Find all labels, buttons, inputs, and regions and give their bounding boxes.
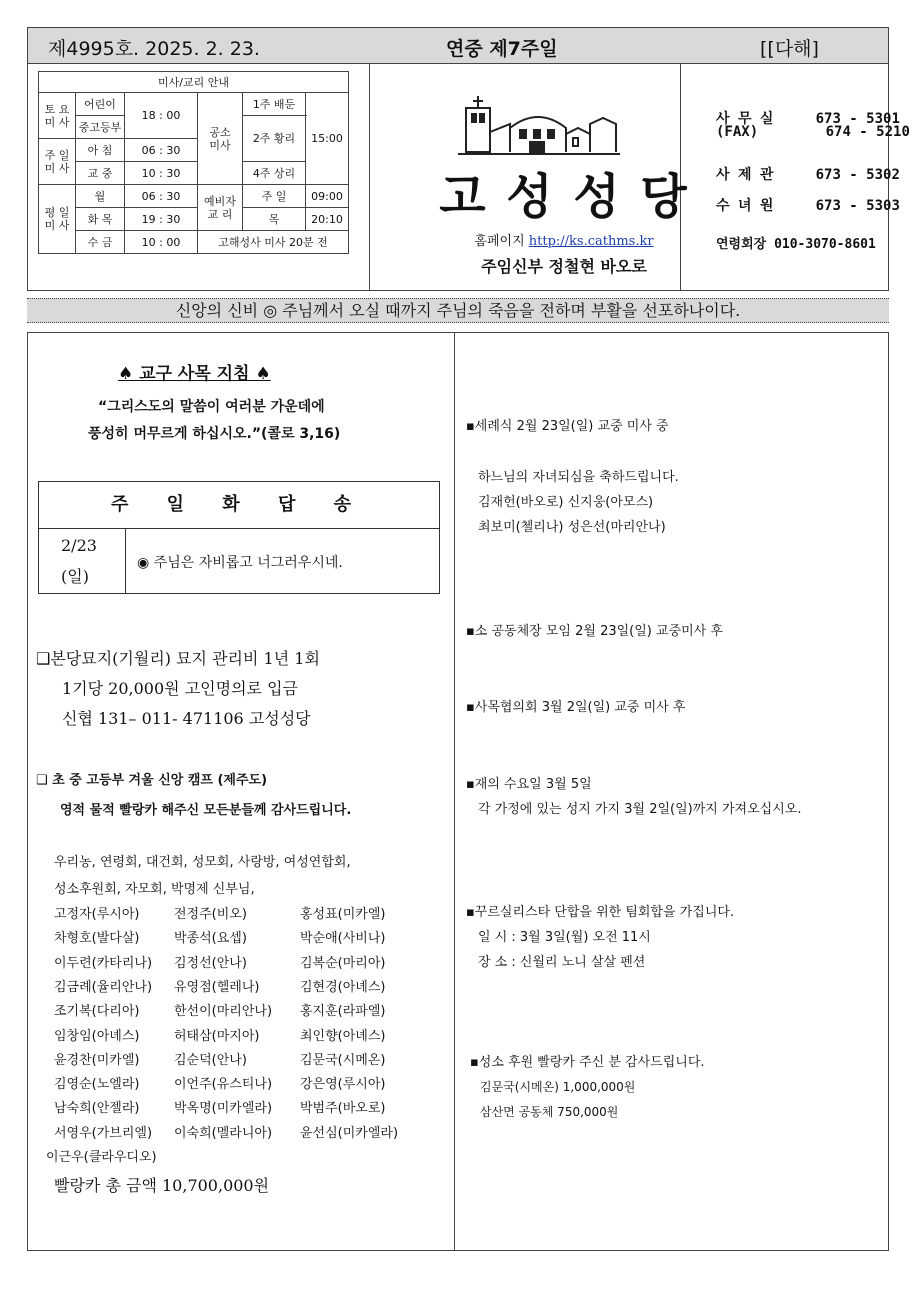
contact-convent: 수 녀 원 673 - 5303 [716, 198, 900, 214]
donor-name: 서영우(가브리엘) [54, 1125, 153, 1141]
donor-name: 박종석(요셉) [174, 931, 247, 947]
donor-name: 박순애(사비나) [300, 931, 386, 947]
wed-fri-time: 10 : 00 [125, 231, 198, 254]
info-box [27, 63, 910, 291]
baptism-congrats: 하느님의 자녀되심을 축하드립니다. [478, 470, 679, 485]
sat-youth: 중고등부 [76, 116, 125, 139]
donor-name: 조기복(다리아) [54, 1004, 140, 1020]
baptism-title: ▪세례식 2월 23일(일) 교중 미사 중 [466, 419, 669, 434]
donor-name: 홍성표(미카엘) [300, 907, 386, 922]
main-content [27, 332, 889, 1251]
homepage-line [423, 230, 705, 249]
council-meeting: ▪사목협의회 3월 2일(일) 교중 미사 후 [466, 700, 686, 715]
donor-name: 김문국(시메온) [300, 1052, 386, 1068]
donor-name: 이숙희(멜라니아) [174, 1125, 273, 1141]
cat-thu: 목 [243, 208, 306, 231]
psalm-response: ◉ 주님은 자비롭고 너그러우시네. [137, 555, 343, 571]
baptism-names-1: 김재헌(바오로) 신지웅(아모스) [478, 495, 654, 510]
contact-office: 사 무 실 673 - 5301 [716, 111, 900, 127]
donor-name: 남숙희(안젤라) [54, 1101, 140, 1117]
donor-name: 강은영(루시아) [300, 1077, 386, 1093]
church-building-icon [458, 94, 620, 160]
donor-name: 최인향(아녜스) [300, 1028, 386, 1044]
sun-main: 교 중 [76, 162, 125, 185]
wed-fri-label: 수 금 [76, 231, 125, 254]
church-name: 고 성 성 당 [439, 169, 689, 225]
donor-name: 홍지훈(라파엘) [300, 1004, 386, 1020]
gongso-1: 1주 배둔 [243, 93, 306, 116]
sun-mass-label: 주 일 미 사 [39, 139, 76, 185]
weekday-mass-label: 평 일 미 사 [39, 185, 76, 254]
vocation-donor-2: 삼산면 공동체 750,000원 [480, 1105, 619, 1119]
donor-name: 이언주(유스티나) [174, 1077, 273, 1093]
donor-name: 차형호(발다살) [54, 931, 140, 947]
cat-sun: 주 일 [243, 185, 306, 208]
donor-name: 김복순(마리아) [300, 955, 386, 971]
cursillo-title: ▪꾸르실리스타 단합을 위한 팀회합을 가집니다. [466, 905, 735, 920]
donor-last: 이근우(클라우디오) [46, 1150, 157, 1165]
cursillo-time: 일 시 : 3월 3일(월) 오전 11시 [478, 930, 651, 945]
contact-funeral: 연령회장 010-3070-8601 [716, 237, 876, 252]
contact-rectory: 사 제 관 673 - 5302 [716, 167, 900, 183]
donor-name: 박옥명(미카엘라) [174, 1101, 273, 1117]
confession-note: 고해성사 미사 20분 전 [198, 231, 349, 254]
cat-thu-time: 20:10 [306, 208, 349, 231]
contact-fax: (FAX) 674 - 5210 [716, 124, 910, 140]
header-bar [27, 27, 889, 64]
vocation-title: ▪성소 후원 빨랑카 주신 분 감사드립니다. [470, 1055, 705, 1070]
sun-main-time: 10 : 30 [125, 162, 198, 185]
cursillo-place: 장 소 : 신월리 노니 살살 펜션 [478, 955, 646, 970]
ash-wednesday-title: ▪재의 수요일 3월 5일 [466, 777, 592, 792]
vocation-donor-1: 김문국(시메온) 1,000,000원 [480, 1080, 636, 1094]
donor-name: 김정선(안나) [174, 955, 247, 971]
issue-number: 제4995호. 2025. 2. 23. [48, 38, 260, 60]
homepage-label: 홈페이지 [474, 234, 525, 249]
guideline-quote-2: 풍성히 머무르게 하십시오.”(콜로 3,16) [88, 426, 341, 442]
sun-morning-time: 06 : 30 [125, 139, 198, 162]
gongso-time: 15:00 [306, 93, 349, 185]
mass-table-title: 미사/교리 안내 [39, 72, 349, 93]
liturgical-year: [[다해] [760, 38, 819, 60]
donor-name: 김현경(아녜스) [300, 979, 386, 995]
guideline-title: ♠ 교구 사목 지침 ♠ [118, 364, 271, 384]
donor-name: 고정자(루시아) [54, 907, 140, 922]
gongso-4: 4주 상리 [243, 162, 306, 185]
sat-time: 18 : 00 [125, 93, 198, 139]
camp-title: ❑ 초 중 고등부 겨울 신앙 캠프 (제주도) [36, 773, 268, 788]
total-amount: 빨랑카 총 금액 10,700,000원 [54, 1176, 270, 1195]
cemetery-line-1: ❑본당묘지(기월리) 묘지 관리비 1년 1회 [36, 649, 320, 668]
baptism-names-2: 최보미(첼리나) 성은선(마리안나) [478, 520, 666, 535]
psalm-title: 주 일 화 답 송 [39, 482, 439, 529]
mass-schedule-table [38, 71, 349, 254]
community-meeting: ▪소 공동체장 모임 2월 23일(일) 교중미사 후 [466, 624, 723, 639]
catechumen-label: 예비자 교 리 [198, 185, 243, 231]
mon-time: 06 : 30 [125, 185, 198, 208]
sat-children: 어린이 [76, 93, 125, 116]
donor-name: 허태삼(마지아) [174, 1028, 260, 1044]
mon-label: 월 [76, 185, 125, 208]
donor-name: 윤경찬(미카엘) [54, 1052, 140, 1068]
creed-bar: 신앙의 신비 ◎ 주님께서 오실 때까지 주님의 죽음을 전하며 부활을 선포하나이다. [27, 298, 889, 323]
groups-line-2: 성소후원회, 자모회, 박명제 신부님, [54, 882, 255, 897]
donor-name: 임창임(아녜스) [54, 1028, 140, 1044]
groups-line-1: 우리농, 연령회, 대건회, 성모회, 사랑방, 여성연합회, [54, 855, 351, 870]
donor-name: 윤선심(미카엘라) [300, 1125, 399, 1141]
psalm-box [38, 481, 440, 594]
donor-name: 김영순(노엘라) [54, 1077, 140, 1093]
tue-thu-time: 19 : 30 [125, 208, 198, 231]
cemetery-line-3: 신협 131– 011- 471106 고성성당 [62, 709, 311, 728]
cat-sun-time: 09:00 [306, 185, 349, 208]
donor-name: 이두련(카타리나) [54, 955, 153, 971]
donor-name: 한선이(마리안나) [174, 1004, 273, 1020]
donor-name: 전정주(비오) [174, 907, 247, 922]
camp-thanks: 영적 물적 빨랑카 해주신 모든분들께 감사드립니다. [60, 803, 352, 818]
homepage-link[interactable]: http://ks.cathms.kr [528, 234, 654, 249]
psalm-day: (일) [61, 567, 89, 586]
cemetery-line-2: 1기당 20,000원 고인명의로 입금 [62, 679, 298, 698]
sat-mass-label: 토 요 미 사 [39, 93, 76, 139]
donor-name: 박범주(바오로) [300, 1101, 386, 1117]
tue-thu-label: 화 목 [76, 208, 125, 231]
ash-wednesday-text: 각 가정에 있는 성지 가지 3월 2일(일)까지 가져오십시오. [478, 802, 802, 817]
gongso-label: 공소 미사 [198, 93, 243, 185]
psalm-date: 2/23 [61, 536, 97, 555]
donor-name: 김금례(율리안나) [54, 979, 153, 995]
pastor-name: 주임신부 정철현 바오로 [481, 257, 647, 276]
donor-name: 유영점(헬레나) [174, 979, 260, 995]
liturgical-week: 연중 제7주일 [446, 38, 558, 60]
guideline-quote-1: “그리스도의 말씀이 여러분 가운데에 [98, 399, 325, 415]
sun-morning: 아 침 [76, 139, 125, 162]
donor-name: 김순덕(안나) [174, 1052, 247, 1068]
gongso-2: 2주 황리 [243, 116, 306, 162]
